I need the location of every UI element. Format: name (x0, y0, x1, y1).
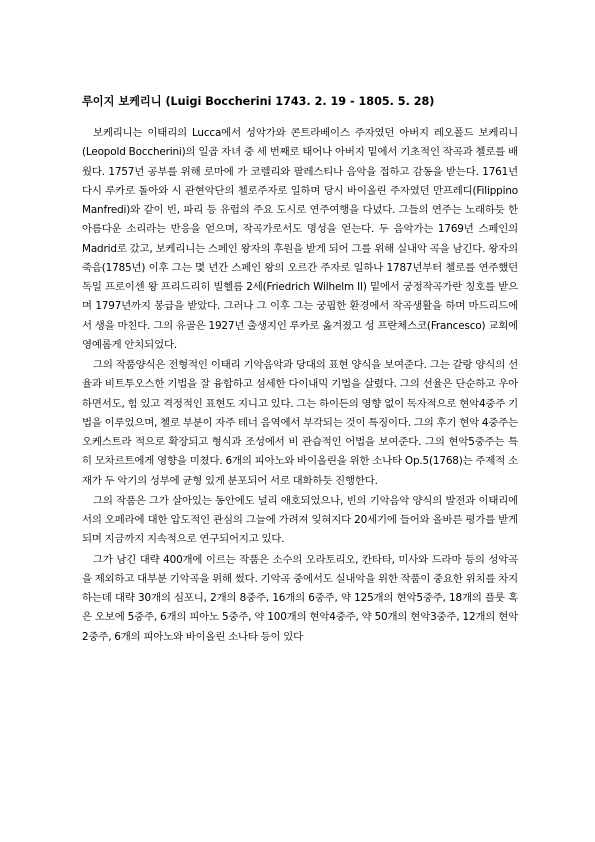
document-title: 루이지 보케리니 (Luigi Boccherini 1743. 2. 19 - 1805. 5. 28) (82, 95, 435, 108)
paragraph-style: 그의 작품양식은 전형적인 이태리 기악음악과 당대의 표현 양식을 보여준다. 그는 갈랑 양식의 선율과 비트투오스한 기법을 잘 융합하고 섬세한 다이내믹 기법을 살렸다. 그의 선율은 단순하고 우아하면서도, 힘 있고 격정적인 표현도 지니고 있다. 그는 하이든의 영향 없이 독자적으로 현악4중주 기법을 이루었으며, 첼로 부분이 자주 테너 음역에서 부각되는 것이 특징이다. 그의 후기 현악 4중주는 오케스트라 적으로 확장되고 형식과 조성에서 비 관습적인 어법을 보여준다. 그의 현악5중주는 특히 모차르트에게 영향을 미쳤다. 6개의 피아노와 바이올린을 위한 소나타 Op.5(1768)는 주제적 소재가 두 악기의 성부에 균형 있게 분포되어 서로 대화하듯 진행한다. (82, 359, 518, 487)
paragraph-biography: 보케리니는 이태리의 Lucca에서 성악가와 콘트라베이스 주자였던 아버지 레오폴드 보케리니(Leopold Boccherini)의 일곱 자녀 중 세 번째로 태어나 아버지 밑에서 기초적인 작곡과 첼로를 배웠다. 1757년 공부를 위해 로마에 가 코렐리와 팔레스티나 음악을 접하고 감동을 받는다. 1761년 다시 루카로 돌아와 시 관현악단의 첼로주자로 일하며 당시 바이올린 주자였던 만프레디(Filippino Manfredi)와 같이 빈, 파리 등 유럽의 주요 도시로 연주여행을 다녔다. 그들의 연주는 노래하듯 한 아름다운 소리라는 반응을 얻으며, 작곡가로서도 명성을 얻는다. 두 음악가는 1769년 스페인의 Madrid로 갔고, 보케리니는 스페인 왕자의 후원을 받게 되어 그를 위해 실내악 곡을 남긴다. 왕자의 죽음(1785년) 이후 그는 몇 년간 스페인 왕의 오르간 주자로 일하나 1787년부터 첼로를 연주했던 독일 프로이센 왕 프리드리히 빌헬름 2세(Friedrich Wilhelm II) 밑에서 궁정작곡가란 칭호를 받으며 1797년까지 봉급을 받았다. 그러나 그 이후 그는 궁핍한 환경에서 작곡생활을 하며 마드리드에서 생을 마친다. 그의 유골은 1927년 출생지인 루카로 옮겨졌고 성 프란체스코(Francesco) 교회에 영예롭게 안치되었다. (82, 127, 518, 351)
paragraph-reception: 그의 작품은 그가 살아있는 동안에도 널리 애호되었으나, 빈의 기악음악 양식의 발전과 이태리에서의 오페라에 대한 압도적인 관심의 그늘에 가려져 잊혀지다 20세기에 들어와 올바른 평가를 받게 되며 지금까지 지속적으로 연구되어지고 있다. (82, 494, 518, 546)
document-body (82, 124, 518, 648)
paragraph-works: 그가 남긴 대략 400개에 이르는 작품은 소수의 오라토리오, 칸타타, 미사와 드라마 등의 성악곡을 제외하고 대부분 기악곡을 위해 썼다. 기악곡 중에서도 실내악을 위한 작품이 중요한 위치를 차지하는데 대략 30개의 심포니, 2개의 8중주, 16개의 6중주, 약 125개의 현악5중주, 18개의 플룻 혹은 오보에 5중주, 6개의 피아노 5중주, 약 100개의 현악4중주, 약 50개의 현악3중주, 12개의 현악2중주, 6개의 피아노와 바이올린 소나타 등이 있다 (82, 553, 518, 643)
